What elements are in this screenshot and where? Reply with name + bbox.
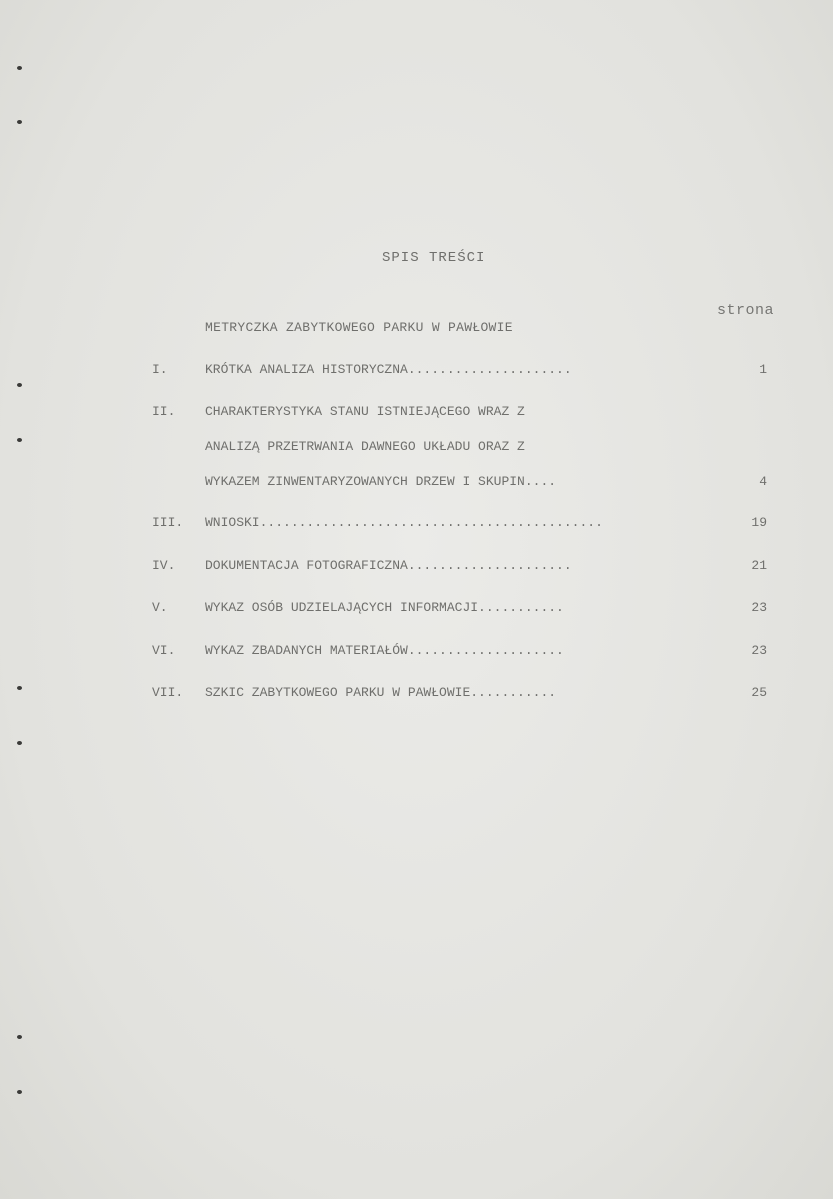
toc-entry-text: ANALIZĄ PRZETRWANIA DAWNEGO UKŁADU ORAZ Z bbox=[205, 439, 525, 454]
toc-entry-page: 23 bbox=[751, 643, 767, 658]
binder-hole-mark bbox=[17, 438, 22, 442]
toc-entry-text: SZKIC ZABYTKOWEGO PARKU W PAWŁOWIE........... bbox=[205, 685, 557, 700]
toc-entry-number: III. bbox=[152, 515, 184, 530]
toc-entry-number: V. bbox=[152, 600, 168, 615]
binder-hole-mark bbox=[17, 686, 22, 690]
toc-entry-page: 21 bbox=[751, 558, 767, 573]
toc-entry-page: 1 bbox=[759, 362, 767, 377]
toc-entry-text: WYKAZEM ZINWENTARYZOWANYCH DRZEW I SKUPIN.... bbox=[205, 474, 557, 489]
intro-line: METRYCZKA ZABYTKOWEGO PARKU W PAWŁOWIE bbox=[205, 320, 513, 335]
toc-entry-number: II. bbox=[152, 404, 176, 419]
toc-entry-text: WNIOSKI............................................ bbox=[205, 515, 603, 530]
toc-entry-page: 19 bbox=[751, 515, 767, 530]
toc-entry-number: IV. bbox=[152, 558, 176, 573]
binder-hole-mark bbox=[17, 741, 22, 745]
page-title: SPIS TREŚCI bbox=[382, 250, 486, 266]
toc-entry-page: 4 bbox=[759, 474, 767, 489]
toc-entry-text: DOKUMENTACJA FOTOGRAFICZNA..................... bbox=[205, 558, 572, 573]
binder-hole-mark bbox=[17, 66, 22, 70]
toc-entry-page: 23 bbox=[751, 600, 767, 615]
page-column-label: strona bbox=[717, 302, 775, 319]
binder-hole-mark bbox=[17, 1090, 22, 1094]
toc-entry-text: WYKAZ ZBADANYCH MATERIAŁÓW.................... bbox=[205, 643, 564, 658]
toc-entry-number: VII. bbox=[152, 685, 184, 700]
toc-entry-text: KRÓTKA ANALIZA HISTORYCZNA..................... bbox=[205, 362, 572, 377]
toc-entry-text: WYKAZ OSÓB UDZIELAJĄCYCH INFORMACJI........... bbox=[205, 600, 564, 615]
toc-entry-text: CHARAKTERYSTYKA STANU ISTNIEJĄCEGO WRAZ Z bbox=[205, 404, 525, 419]
toc-entry-number: VI. bbox=[152, 643, 176, 658]
toc-entry-number: I. bbox=[152, 362, 168, 377]
binder-hole-mark bbox=[17, 120, 22, 124]
binder-hole-mark bbox=[17, 383, 22, 387]
binder-hole-mark bbox=[17, 1035, 22, 1039]
toc-entry-page: 25 bbox=[751, 685, 767, 700]
